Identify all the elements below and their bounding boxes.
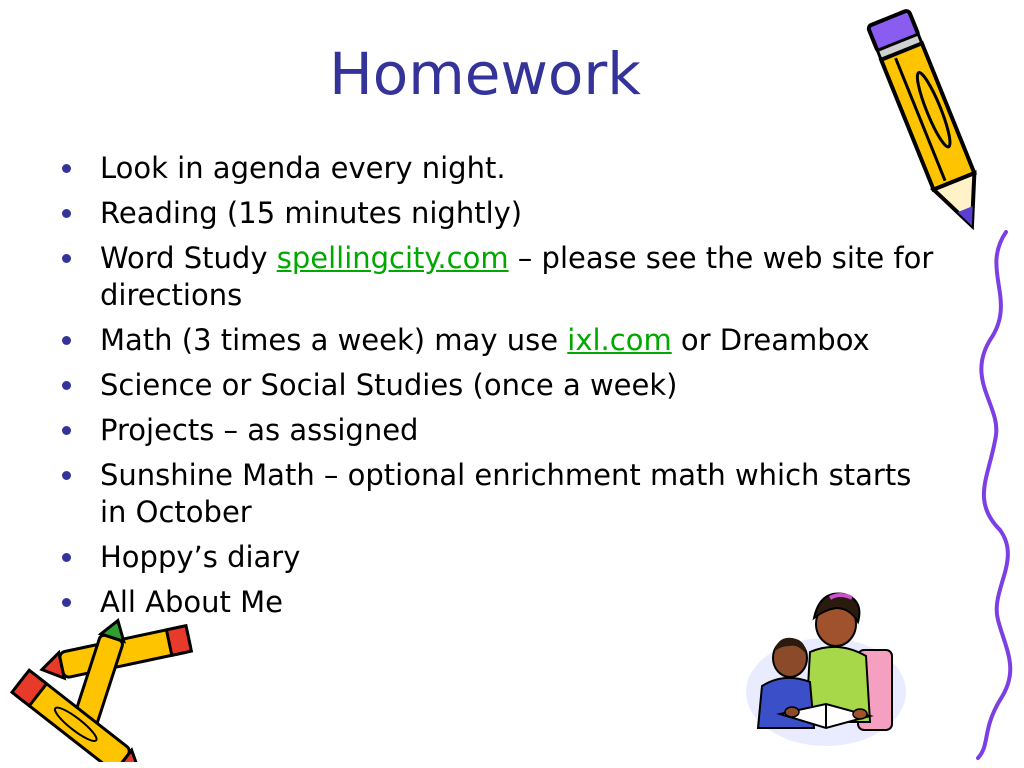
- list-item: [58, 412, 938, 449]
- bullet-icon: [62, 553, 71, 562]
- spellingcity-link[interactable]: spellingcity.com: [276, 241, 509, 275]
- bullet-icon: [62, 164, 71, 173]
- list-item-text: Science or Social Studies (once a week): [100, 368, 678, 402]
- list-item-text: Reading (15 minutes nightly): [100, 196, 523, 230]
- list-item-text: Hoppy’s diary: [100, 540, 301, 574]
- list-item: [58, 150, 938, 187]
- list-item: [58, 240, 938, 314]
- bullet-icon: [62, 336, 71, 345]
- bullet-icon: [62, 471, 71, 480]
- list-item-text-before: Math (3 times a week) may use: [100, 323, 568, 357]
- list-item: [58, 457, 938, 531]
- list-item: [58, 539, 938, 576]
- bullet-icon: [62, 209, 71, 218]
- ixl-link[interactable]: ixl.com: [567, 323, 672, 357]
- bullet-icon: [62, 381, 71, 390]
- squiggle-line-icon: [960, 230, 1024, 760]
- list-item: [58, 322, 938, 359]
- list-item: [58, 367, 938, 404]
- homework-list: [58, 150, 938, 629]
- list-item-text: Look in agenda every night.: [100, 151, 506, 185]
- list-item-text: Projects – as assigned: [100, 413, 419, 447]
- list-item-text-before: Word Study: [100, 241, 277, 275]
- slide-title: Homework: [329, 40, 641, 108]
- list-item: [58, 584, 938, 621]
- list-item-text: Sunshine Math – optional enrichment math which starts in October: [100, 458, 912, 529]
- bullet-icon: [62, 426, 71, 435]
- list-item-text: All About Me: [100, 585, 283, 619]
- bullet-icon: [62, 598, 71, 607]
- bullet-icon: [62, 254, 71, 263]
- list-item-text-after: – please see the web site for directions: [100, 241, 934, 312]
- crayons-clipart-icon: [0, 612, 210, 762]
- list-item: [58, 195, 938, 232]
- list-item-text-after: or Dreambox: [671, 323, 870, 357]
